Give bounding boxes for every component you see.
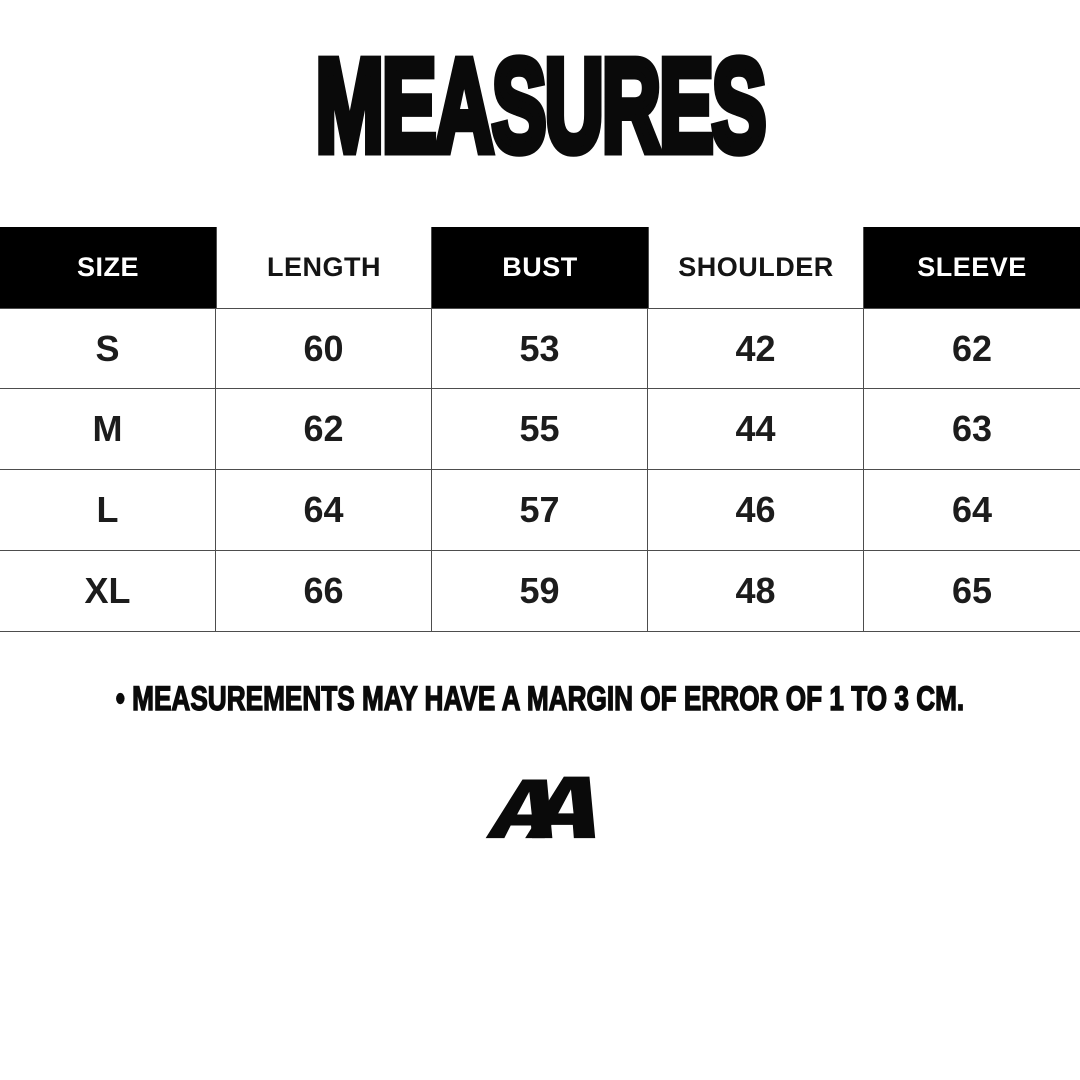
size-label-cell: XL [0, 551, 216, 632]
page-title: MEASURES [315, 31, 765, 179]
length-value-cell: 62 [216, 389, 432, 470]
sleeve-value-cell: 62 [864, 308, 1080, 389]
disclaimer-note: • MEASUREMENTS MAY HAVE A MARGIN OF ERROR OF 1 TO 3 CM. [115, 679, 965, 718]
page-title-wrap [0, 30, 1080, 180]
header-cell-bust: BUST [432, 227, 648, 308]
bust-value-cell: 53 [432, 308, 648, 389]
length-value-cell: 64 [216, 470, 432, 551]
header-cell-shoulder: SHOULDER [648, 227, 864, 308]
shoulder-value-cell: 48 [648, 551, 864, 632]
header-cell-size: SIZE [0, 227, 216, 308]
shoulder-value-cell: 46 [648, 470, 864, 551]
bust-value-cell: 59 [432, 551, 648, 632]
disclaimer-note-wrap [0, 676, 1080, 722]
header-cell-sleeve: SLEEVE [864, 227, 1080, 308]
table-row-l [0, 470, 1080, 551]
size-label-cell: M [0, 389, 216, 470]
table-row-xl [0, 551, 1080, 632]
table-row-m [0, 389, 1080, 470]
header-cell-length: LENGTH [216, 227, 432, 308]
bust-value-cell: 55 [432, 389, 648, 470]
table-row-s [0, 308, 1080, 389]
table-header-row [0, 227, 1080, 308]
sleeve-value-cell: 65 [864, 551, 1080, 632]
size-label-cell: L [0, 470, 216, 551]
size-label-cell: S [0, 308, 216, 389]
sleeve-value-cell: 64 [864, 470, 1080, 551]
shoulder-value-cell: 42 [648, 308, 864, 389]
bust-value-cell: 57 [432, 470, 648, 551]
shoulder-value-cell: 44 [648, 389, 864, 470]
brand-logo-aa [481, 776, 599, 839]
size-chart-table [0, 227, 1080, 632]
length-value-cell: 66 [216, 551, 432, 632]
sleeve-value-cell: 63 [864, 389, 1080, 470]
brand-logo-wrap [0, 776, 1080, 839]
length-value-cell: 60 [216, 308, 432, 389]
